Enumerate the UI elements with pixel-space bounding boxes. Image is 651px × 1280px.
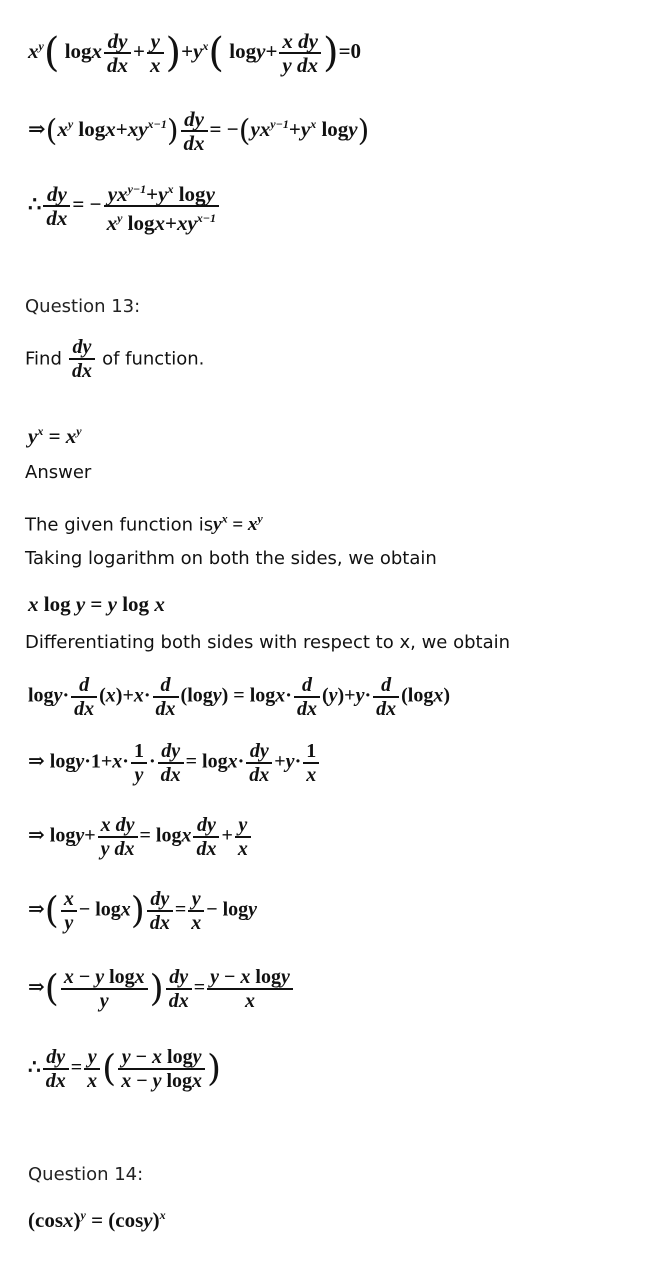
question-13-function: $y^x = x^y$ — [28, 424, 82, 448]
question-13-prompt — [25, 336, 204, 382]
question-14-function: $(\cos x)^y = (\cos y)^x$ — [28, 1208, 166, 1232]
final-answer: ∴ $\frac{dy}{dx}$ = $\frac{y}{x}$ ( $\frac{\text{y − x logy}}{\text{x − y logx}}$ ) — [28, 1046, 222, 1092]
prev-equation-1: $x^y$( logx $\frac{dy}{dx}$ + $\frac{y}{x}$ )$+y^x$( logy+ $\frac{\text{x dy}}{\text{y dx}}$ )=0 — [28, 29, 362, 77]
find-label: Find — [25, 348, 62, 370]
diff-step-3: ⇒ logy+ $\frac{\text{x dy}}{\text{y dx}}$ = logx $\frac{dy}{dx}$ + $\frac{y}{x}$ — [28, 814, 253, 860]
dy-dx-fraction: $\frac{dy}{dx}$ — [69, 336, 95, 382]
diff-step-2: ⇒ logy·1+x· $\frac{1}{y}$ · $\frac{dy}{dx}$ = logx· $\frac{dy}{dx}$ +y· $\frac{1}{x}$ — [28, 740, 321, 786]
given-function-expr: $y^x = x^y$ — [213, 512, 263, 536]
log-equation: x log y = y log x — [28, 592, 165, 616]
answer-label: Answer — [25, 462, 92, 483]
taking-log-text: Taking logarithm on both the sides, we obtain — [25, 548, 437, 569]
prev-equation-2: $\Rightarrow(x^y$ $\log x+xy^{x-1}$) $\frac{dy}{dx}$ = $-(yx^{y-1}+y^x$ logy) — [28, 107, 370, 155]
of-function-label: of function. — [102, 348, 205, 370]
diff-step-1: logy· $\frac{d}{dx}$ (x)+x· $\frac{d}{dx}$ (logy) = logx· $\frac{d}{dx}$ (y)+y· $\frac{d}{dx}$ (logx) — [28, 674, 451, 720]
question-14-heading: Question 14: — [28, 1164, 144, 1185]
given-function-text: The given function is — [25, 514, 214, 536]
question-13-heading: Question 13: — [25, 296, 141, 317]
diff-step-4: ⇒( $\frac{x}{y}$ − logx) $\frac{dy}{dx}$ = $\frac{y}{x}$ − logy — [28, 888, 258, 934]
prev-equation-3: ∴ $\frac{dy}{dx}$ = − $\frac{yx^{y-1}+y^x \log y}{x^y \log x+xy^{x-1}}$ — [28, 178, 221, 234]
diff-step-5: ⇒( $\frac{\text{x − y logx}}{y}$ ) $\frac{dy}{dx}$ = $\frac{\text{y − x logy}}{x}$ — [28, 966, 295, 1012]
differentiating-text: Differentiating both sides with respect to x, we obtain — [25, 632, 511, 653]
given-function-line — [25, 512, 263, 536]
